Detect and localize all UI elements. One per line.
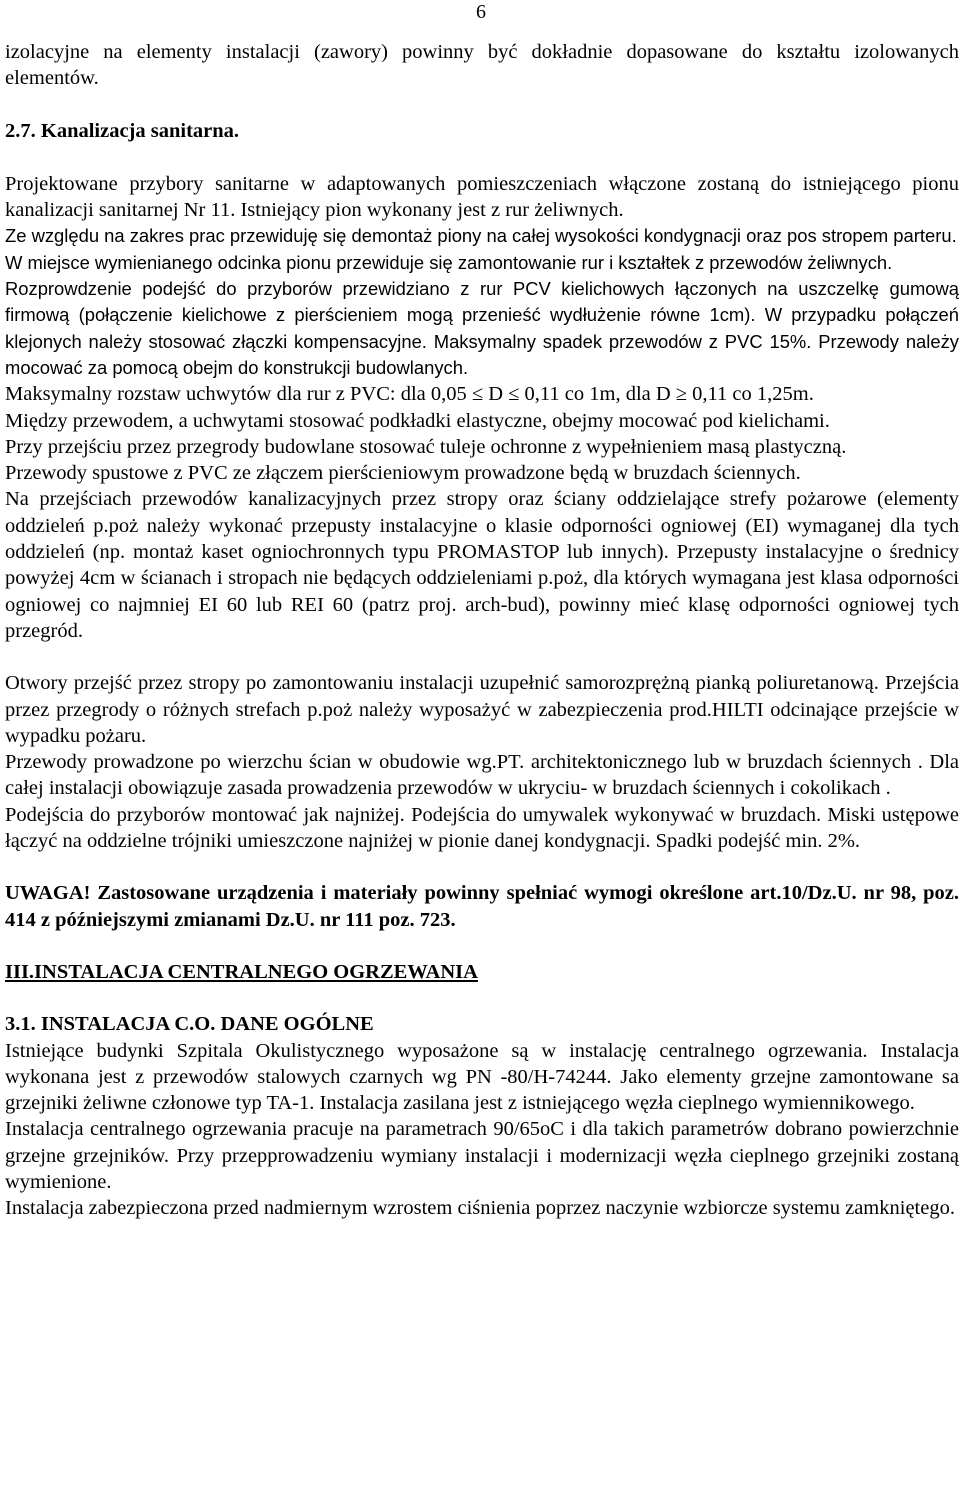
paragraph-intro: izolacyjne na elementy instalacji (zawory) powinny być dokładnie dopasowane do kształtu izolowanych elementów. [5, 41, 959, 90]
paragraph-4: Między przewodem, a uchwytami stosować podkładki elastyczne, obejmy mocować pod kielichami. [5, 409, 830, 432]
chapter-heading-iii: III.INSTALACJA CENTRALNEGO OGRZEWANIA [5, 960, 478, 983]
section-paragraph-2: Instalacja centralnego ogrzewania pracuje na parametrach 90/65oC i dla takich parametrów dobrano powierzchnie grzejne grzejników. Przy przepprowadzeniu wymiany instalacji i modernizacji węzła cieplnego grzejniki zostaną wymienione. [5, 1118, 959, 1193]
page-number: 6 [476, 1, 486, 23]
paragraph-8: Otwory przejść przez stropy po zamontowaniu instalacji uzupełnić samorozprężną pianką poliuretanową. Przejścia przez przegrody o różnych strefach p.poż należy wyposażyć w zabezpieczenia prod.HILTI odcinające przejście w wypadku pożaru. [5, 672, 959, 747]
section-heading-3-1: 3.1. INSTALACJA C.O. DANE OGÓLNE [5, 1013, 374, 1036]
paragraph-2b-text: Przewody należy mocować za pomocą obejm do konstrukcji budowlanych. [5, 330, 959, 378]
document-body [5, 39, 959, 1222]
paragraph-1b: Ze względu na zakres prac przewiduję się demontaż piony na całej wysokości kondygnacji oraz pos stropem parteru. [5, 225, 957, 247]
paragraph-3: Maksymalny rozstaw uchwytów dla rur z PVC: dla 0,05 ≤ D ≤ 0,11 co 1m, dla D ≥ 0,11 co 1,25m. [5, 383, 814, 406]
warning-note: UWAGA! Zastosowane urządzenia i materiały powinny spełniać wymogi określone art.10/Dz.U. nr 98, poz. 414 z późniejszymi zmianami Dz.U. nr 111 poz. 723. [5, 882, 959, 931]
paragraph-1c: W miejsce wymienianego odcinka pionu przewiduje się zamontowanie rur i kształtek z przewodów żeliwnych. [5, 251, 893, 273]
paragraph-9: Przewody prowadzone po wierzchu ścian w obudowie wg.PT. architektonicznego lub w bruzdach ściennych . Dla całej instalacji obowiązuje zasada prowadzenia przewodów w ukryciu- w bruzdach ściennych i cokolikach . [5, 751, 959, 800]
section-paragraph-3: Instalacja zabezpieczona przed nadmiernym wzrostem ciśnienia poprzez naczynie wzbiorcze systemu zamkniętego. [5, 1197, 955, 1220]
paragraph-2 [5, 276, 959, 381]
section-paragraph-1: Istniejące budynki Szpitala Okulistycznego wyposażone są w instalację centralnego ogrzewania. Instalacja wykonana jest z przewodów stalowych czarnych wg PN -80/H-74244. Jako elementy grzejne zamontowane sa grzejniki żeliwne członowe typ TA-1. Instalacja zasilana jest z istniejącego węzła cieplnego wymiennikowego. [5, 1039, 959, 1115]
paragraph-6: Przewody spustowe z PVC ze złączem pierścieniowym prowadzone będą w bruzdach ściennych. [5, 462, 801, 485]
paragraph-7: Na przejściach przewodów kanalizacyjnych przez stropy oraz ściany oddzielające strefy pożarowe (elementy oddzieleń p.poż należy wykonać przepusty instalacyjne o klasie odporności ogniowej (EI) wymaganej dla tych oddzieleń (np. montaż kaset ogniochronnych typu PROMASTOP lub innych). Przepusty instalacyjne o średnicy powyżej 4cm w ścianach i stropach nie będących oddzieleniami p.poż, dla których wymagana jest klasa odporności ogniowej co najmniej EI 60 lub REI 60 (patrz proj. arch-bud), powinny mieć klasę odporności ogniowej tych przegród. [5, 488, 959, 642]
paragraph-10: Podejścia do przyborów montować jak najniżej. Podejścia do umywalek wykonywać w bruzdach. Miski ustępowe łączyć na oddzielne trójniki umieszczone najniżej w pionie danej kondygnacji. Spadki podejść min. 2%. [5, 803, 959, 853]
paragraph-5: Przy przejściu przez przegrody budowlane stosować tuleje ochronne z wypełnieniem masą plastyczną. [5, 435, 847, 458]
paragraph-2-text: Rozprowdzenie podejść do przyborów przewidziano z rur PCV kielichowych łączonych na uszczelkę gumową firmową (połączenie kielichowe z pierścieniem mogą przenieść wydłużenie równe 1cm). W przypadku połączeń klejonych należy stosować złączki kompensacyjne. Maksymalny spadek przewodów z PVC 15%. [5, 278, 959, 352]
paragraph-1a: Projektowane przybory sanitarne w adaptowanych pomieszczeniach włączone zostaną do istniejącego pionu kanalizacji sanitarnej Nr 11. Istniejący pion wykonany jest z rur żeliwnych. [5, 172, 959, 222]
section-heading-2-7: 2.7. Kanalizacja sanitarna. [5, 119, 240, 142]
